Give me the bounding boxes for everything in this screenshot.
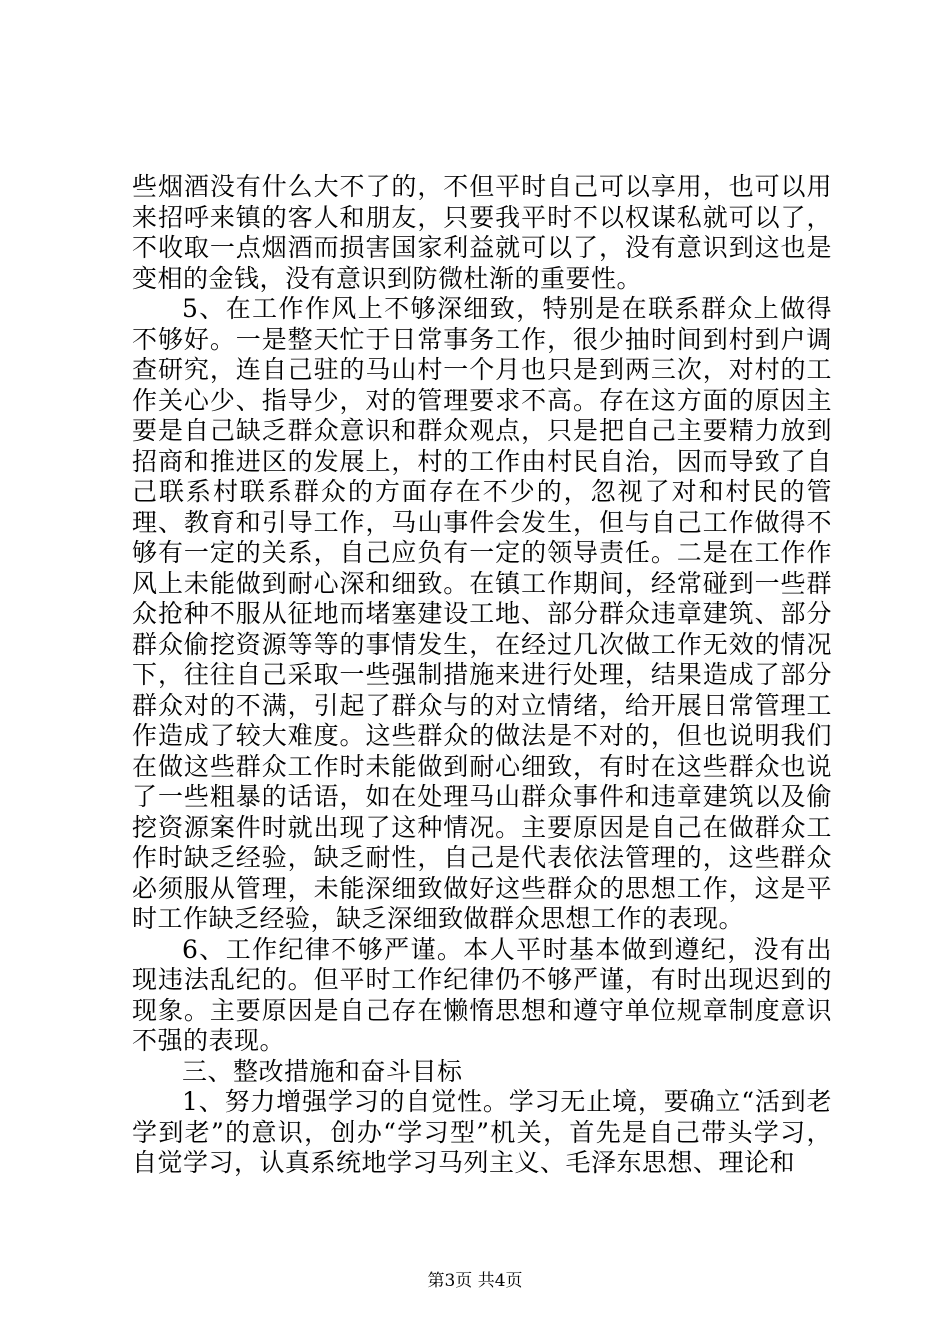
paragraph-1: 些烟酒没有什么大不了的，不但平时自己可以享用，也可以用来招呼来镇的客人和朋友，只要我平时不以权谋私就可以了，不收取一点烟酒而损害国家利益就可以了，没有意识到这也是变相的金钱，没有意识到防微杜渐的重要性。 — [132, 172, 832, 293]
paragraph-2: 5、在工作作风上不够深细致，特别是在联系群众上做得不够好。一是整天忙于日常事务工作，很少抽时间到村到户调查研究，连自己驻的马山村一个月也只是到两三次，对村的工作关心少、指导少，对的管理要求不高。存在这方面的原因主要是自己缺乏群众意识和群众观点，只是把自己主要精力放到招商和推进区的发展上，村的工作由村民自治，因而导致了自己联系村联系群众的方面存在不少的，忽视了对和村民的管理、教育和引导工作，马山事件会发生，但与自己工作做得不够有一定的关系，自己应负有一定的领导责任。二是在工作作风上未能做到耐心深和细致。在镇工作期间，经常碰到一些群众抢种不服从征地而堵塞建设工地、部分群众违章建筑、部分群众偷挖资源等等的事情发生，在经过几次做工作无效的情况下，往往自己采取一些强制措施来进行处理，结果造成了部分群众对的不满，引起了群众与的对立情绪，给开展日常管理工作造成了较大难度。这些群众的做法是不对的，但也说明我们在做这些群众工作时未能做到耐心细致，有时在这些群众也说了一些粗暴的话语，如在处理马山群众事件和违章建筑以及偷挖资源案件时就出现了这种情况。主要原因是自己在做群众工作时缺乏经验，缺乏耐性，自己是代表依法管理的，这些群众必须服从管理，未能深细致做好这些群众的思想工作，这是平时工作缺乏经验，缺乏深细致做群众思想工作的表现。 — [132, 294, 832, 933]
paragraph-3: 6、工作纪律不够严谨。本人平时基本做到遵纪，没有出现违法乱纪的。但平时工作纪律仍不够严谨，有时出现迟到的现象。主要原因是自己存在懒惰思想和遵守单位规章制度意识不强的表现。 — [132, 934, 832, 1055]
paragraph-4: 1、努力增强学习的自觉性。学习无止境，要确立“活到老学到老”的意识，创办“学习型”机关，首先是自己带头学习，自觉学习，认真系统地学习马列主义、毛泽东思想、理论和 — [132, 1087, 832, 1177]
document-body — [132, 172, 832, 1179]
page-footer: 第3页 共4页 — [427, 1271, 523, 1291]
section-heading: 三、整改措施和奋斗目标 — [182, 1056, 463, 1086]
